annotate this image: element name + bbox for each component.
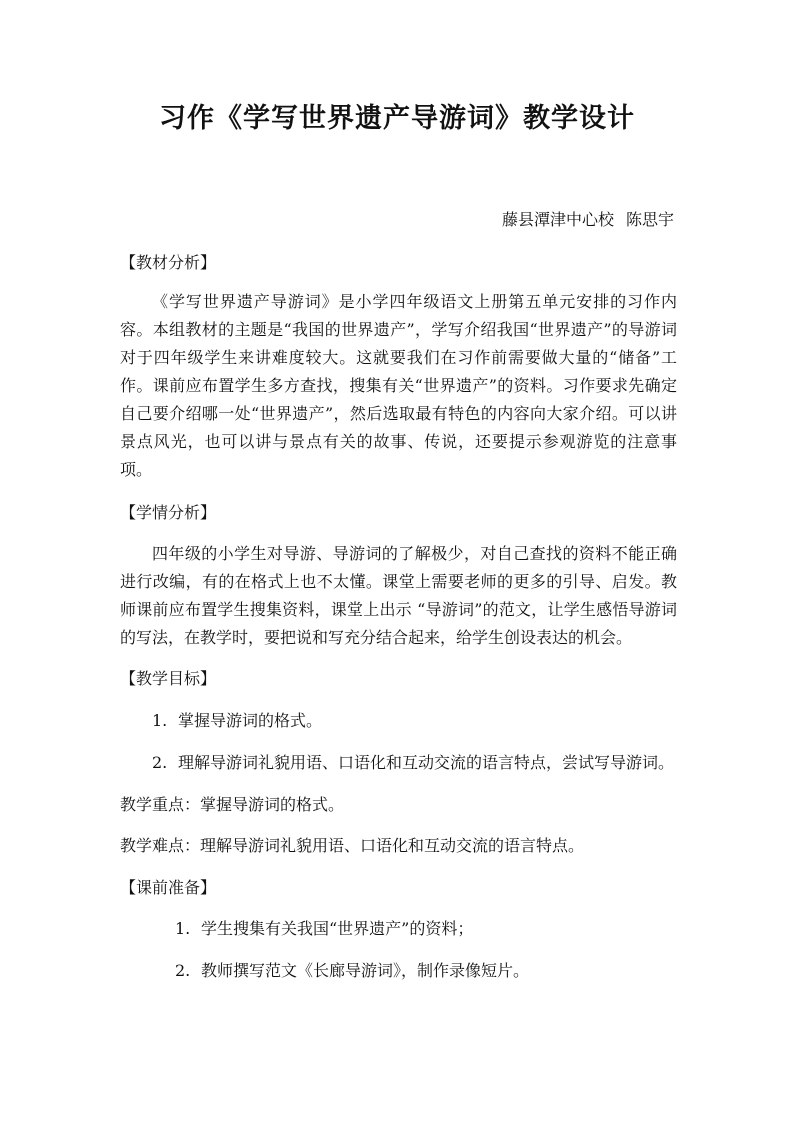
author-line [502, 207, 674, 230]
goal-item-1 [152, 708, 322, 731]
preparation-heading: 【课前准备】 [120, 878, 217, 897]
document-title: 习作《学写世界遗产导游词》教学设计 [159, 103, 635, 134]
author-name: 陈思宇 [625, 210, 674, 229]
prep-item-2 [175, 958, 529, 981]
student-analysis-heading: 【学情分析】 [120, 503, 217, 522]
difficulty-line: 教学难点：理解导游词礼貌用语、口语化和互动交流的语言特点。 [120, 836, 585, 855]
prep-item-1 [175, 916, 473, 939]
goal-item-text: 理解导游词礼貌用语、口语化和互动交流的语言特点，尝试写导游词。 [178, 753, 675, 772]
key-point-line: 教学重点：掌握导游词的格式。 [120, 795, 345, 814]
prep-item-text: 学生搜集有关我国“世界遗产”的资料； [201, 919, 474, 938]
goal-item-text: 掌握导游词的格式。 [178, 711, 323, 730]
author-school: 藤县潭津中心校 [501, 210, 614, 229]
goal-item-number: 2. [152, 753, 168, 772]
material-analysis-heading: 【教材分析】 [120, 253, 217, 272]
prep-item-text: 教师撰写范文《长廊导游词》，制作录像短片。 [201, 961, 530, 980]
student-analysis-paragraph: 四年级的小学生对导游、导游词的了解极少，对自己查找的资料不能正确进行改编，有的在格式上也不太懂。课堂上需要老师的更多的引导、启发。教师课前应布置学生搜集资料，课堂上出示 “导游词”的范文，让学生感悟导游词的写法，在教学时，要把说和写充分结合起来，给学生创设表达的机会。 [120, 544, 677, 647]
teaching-goals-heading: 【教学目标】 [120, 669, 217, 688]
goal-item-number: 1. [152, 711, 168, 730]
material-analysis-paragraph: 《学写世界遗产导游词》是小学四年级语文上册第五单元安排的习作内容。本组教材的主题是“我国的世界遗产”，学写介绍我国“世界遗产”的导游词对于四年级学生来讲难度较大。这就要我们在习作前需要做大量的“储备”工作。课前应布置学生多方查找，搜集有关“世界遗产”的资料。习作要求先确定自己要介绍哪一处“世界遗产”，然后选取最有特色的内容向大家介绍。可以讲景点风光，也可以讲与景点有关的故事、传说，还要提示参观游览的注意事项。 [120, 292, 677, 479]
goal-item-2 [152, 750, 674, 773]
prep-item-number: 1. [175, 919, 191, 938]
prep-item-number: 2. [175, 961, 191, 980]
